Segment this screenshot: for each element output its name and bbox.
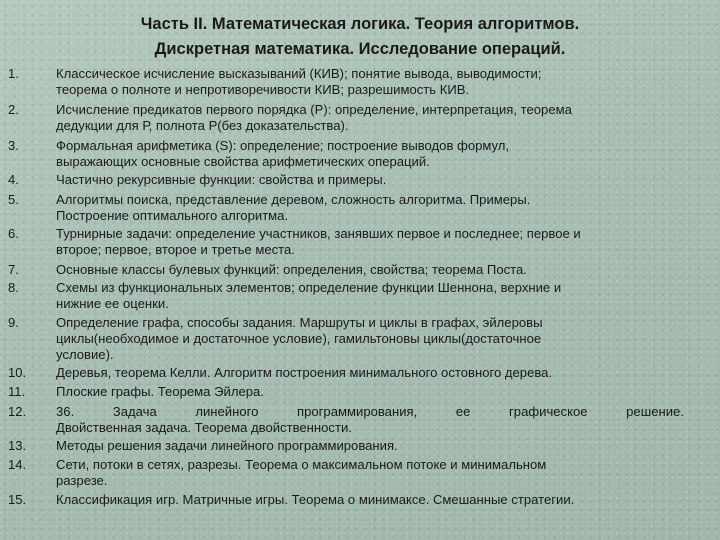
item-line: Классификация игр. Матричные игры. Теорема о минимаксе. Смешанные стратегии. [56,492,575,507]
item-number: 2. [8,102,19,117]
item-text [56,365,704,381]
item-text [56,138,704,170]
item-text [56,102,704,134]
item-line: условие). [56,347,114,362]
item-text [56,226,704,258]
item-line: нижние ее оценки. [56,296,169,311]
item-number: 15. [8,492,27,507]
item-word: графическое [509,404,588,419]
item-line: дедукции для Р, полнота Р(без доказательства). [56,118,349,133]
item-line: Определение графа, способы задания. Маршруты и циклы в графах, эйлеровы [56,315,543,330]
item-line: Исчисление предикатов первого порядка (Р): определение, интерпретация, теорема [56,102,572,117]
item-number: 4. [8,172,19,187]
item-line: второе; первое, второе и третье места. [56,242,295,257]
item-line: Классическое исчисление высказываний (КИВ); понятие вывода, выводимости; [56,66,542,81]
item-number: 6. [8,226,19,241]
item-line: Деревья, теорема Келли. Алгоритм построения минимального остовного дерева. [56,365,553,380]
item-line: Частично рекурсивные функции: свойства и примеры. [56,172,387,187]
item-number: 14. [8,457,27,472]
item-text [56,262,704,278]
item-number: 11. [8,384,26,399]
item-word: Задача [112,404,157,419]
item-number: 5. [8,192,19,207]
item-number: 9. [8,315,19,330]
item-line: Двойственная задача. Теорема двойственности. [56,420,352,435]
item-number: 13. [8,438,27,453]
item-text [56,404,704,436]
item-number: 8. [8,280,19,295]
item-text [56,66,704,98]
item-line: выражающих основные свойства арифметических операций. [56,154,430,169]
item-number: 10. [8,365,27,380]
item-line: Методы решения задачи линейного программирования. [56,438,398,453]
item-text [56,438,704,454]
item-text [56,280,704,312]
item-number: 7. [8,262,19,277]
item-word: решение. [626,404,684,419]
page-title [0,12,720,62]
item-text [56,315,704,363]
item-line: разрезе. [56,473,108,488]
item-text [56,492,704,508]
item-text [56,172,704,188]
item-line: Схемы из функциональных элементов; определение функции Шеннона, верхние и [56,280,562,295]
item-text [56,457,704,489]
item-text [56,192,704,224]
item-line: циклы(необходимое и достаточное условие), гамильтоновы циклы(достаточное [56,331,542,346]
item-line: Алгоритмы поиска, представление деревом, сложность алгоритма. Примеры. [56,192,531,207]
item-word: ее [455,404,471,419]
item-number: 12. [8,404,27,419]
item-line-justified [56,404,684,420]
title-line-1: Часть II. Математическая логика. Теория алгоритмов. [140,15,580,33]
title-line-2: Дискретная математика. Исследование операций. [154,40,566,58]
item-line: Плоские графы. Теорема Эйлера. [56,384,264,399]
item-line: Основные классы булевых функций: определения, свойства; теорема Поста. [56,262,527,277]
item-word: программирования, [297,404,418,419]
item-line: Формальная арифметика (S): определение; построение выводов формул, [56,138,510,153]
item-word: 36. [56,404,75,419]
item-line: Сети, потоки в сетях, разрезы. Теорема о максимальном потоке и минимальном [56,457,547,472]
item-line: теорема о полноте и непротиворечивости КИВ; разрешимость КИВ. [56,82,470,97]
item-text [56,384,704,400]
item-word: линейного [195,404,259,419]
item-number: 3. [8,138,19,153]
item-line: Турнирные задачи: определение участников, занявших первое и последнее; первое и [56,226,581,241]
item-number: 1. [8,66,19,81]
item-line: Построение оптимального алгоритма. [56,208,289,223]
